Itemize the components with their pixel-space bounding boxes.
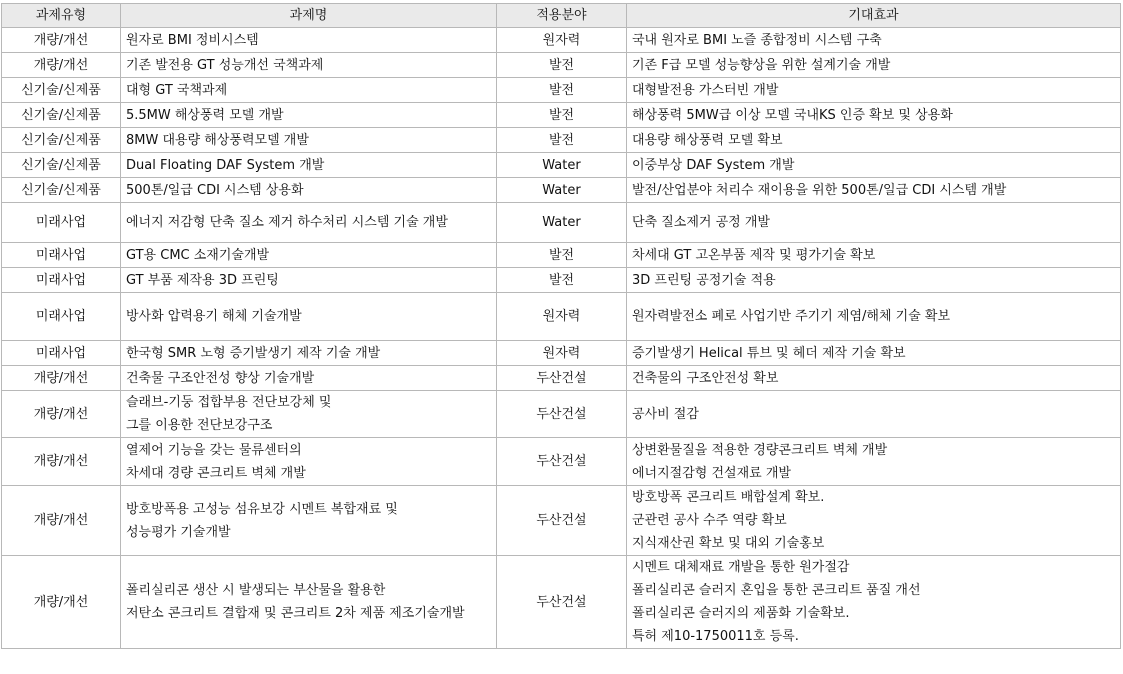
task-type-text: 개량/개선: [33, 594, 89, 610]
cell-field: [497, 153, 627, 178]
cell-effect: [627, 78, 1121, 103]
task-type-text: 개량/개선: [33, 513, 89, 528]
table-row: [2, 53, 1121, 78]
effect-line: 건축물의 구조안전성 확보: [632, 370, 779, 386]
field-text: 발전: [548, 82, 575, 98]
cell-task-name: [121, 486, 497, 556]
effect-line: 군관련 공사 수주 역량 확보: [632, 513, 787, 528]
task-name-line: GT용 CMC 소재기술개발: [126, 247, 270, 263]
task-type-text: 미래사업: [35, 247, 87, 263]
cell-task-type: [2, 243, 121, 268]
cell-task-type: [2, 293, 121, 341]
task-name-line: 에너지 저감형 단축 질소 제거 하수처리 시스템 기술 개발: [126, 215, 448, 230]
cell-task-name: [121, 293, 497, 341]
table-row: [2, 128, 1121, 153]
table-row: [2, 203, 1121, 243]
field-text: Water: [542, 157, 581, 173]
cell-task-type: [2, 178, 121, 203]
cell-task-name: [121, 366, 497, 391]
task-name-line: Dual Floating DAF System 개발: [126, 157, 325, 173]
effect-line: 국내 원자로 BMI 노즐 종합정비 시스템 구축: [632, 32, 882, 48]
cell-effect: [627, 366, 1121, 391]
cell-task-name: [121, 128, 497, 153]
cell-task-name: [121, 103, 497, 128]
cell-task-type: [2, 128, 121, 153]
table-row: [2, 556, 1121, 649]
table-row: [2, 178, 1121, 203]
cell-effect: [627, 53, 1121, 78]
cell-task-name: [121, 178, 497, 203]
cell-task-name: [121, 53, 497, 78]
cell-field: [497, 268, 627, 293]
cell-effect: [627, 153, 1121, 178]
cell-task-type: [2, 28, 121, 53]
effect-line: 해상풍력 5MW급 이상 모델 국내KS 인증 확보 및 상용화: [632, 107, 953, 123]
table-row: [2, 438, 1121, 486]
cell-task-type: [2, 268, 121, 293]
field-text: 원자력: [542, 32, 581, 48]
cell-task-name: [121, 391, 497, 438]
task-type-text: 미래사업: [35, 215, 87, 230]
cell-field: [497, 28, 627, 53]
cell-task-type: [2, 153, 121, 178]
effect-line: 지식재산권 확보 및 대외 기술홍보: [632, 536, 825, 551]
table-header-row: [2, 4, 1121, 28]
cell-task-type: [2, 203, 121, 243]
effect-line: 발전/산업분야 처리수 재이용을 위한 500톤/일급 CDI 시스템 개발: [632, 182, 1007, 198]
effect-line: 시멘트 대체재료 개발을 통한 원가절감: [632, 560, 850, 575]
effect-line: 대용량 해상풍력 모델 확보: [632, 132, 783, 148]
cell-effect: [627, 178, 1121, 203]
cell-effect: [627, 341, 1121, 366]
cell-field: [497, 128, 627, 153]
effect-line: 에너지절감형 건설재료 개발: [632, 465, 791, 481]
header-field: 적용분야: [497, 4, 627, 28]
table-row: [2, 366, 1121, 391]
cell-effect: [627, 556, 1121, 649]
field-text: 두산건설: [536, 513, 587, 528]
cell-effect: [627, 103, 1121, 128]
cell-task-name: [121, 438, 497, 486]
table-row: [2, 78, 1121, 103]
table-row: [2, 153, 1121, 178]
task-type-text: 신기술/신제품: [21, 132, 101, 148]
cell-task-type: [2, 486, 121, 556]
task-name-line: 방사화 압력용기 해체 기술개발: [126, 309, 302, 324]
field-text: 원자력: [542, 309, 581, 324]
cell-task-type: [2, 391, 121, 438]
cell-task-type: [2, 103, 121, 128]
cell-effect: [627, 293, 1121, 341]
cell-field: [497, 366, 627, 391]
cell-field: [497, 438, 627, 486]
task-name-line: 건축물 구조안전성 향상 기술개발: [126, 370, 315, 386]
field-text: 발전: [548, 107, 575, 123]
task-name-line: 저탄소 콘크리트 결합재 및 콘크리트 2차 제품 제조기술개발: [126, 606, 465, 621]
cell-task-name: [121, 556, 497, 649]
field-text: 두산건설: [536, 370, 587, 386]
task-name-line: 8MW 대용량 해상풍력모델 개발: [126, 132, 309, 148]
cell-field: [497, 178, 627, 203]
cell-field: [497, 293, 627, 341]
cell-field: [497, 203, 627, 243]
cell-task-name: [121, 268, 497, 293]
table-row: [2, 486, 1121, 556]
table-row: [2, 341, 1121, 366]
effect-line: 3D 프린팅 공정기술 적용: [632, 272, 776, 288]
cell-field: [497, 103, 627, 128]
header-task-type: 과제유형: [2, 4, 121, 28]
cell-task-name: [121, 78, 497, 103]
cell-effect: [627, 243, 1121, 268]
cell-task-type: [2, 341, 121, 366]
effect-line: 이중부상 DAF System 개발: [632, 157, 795, 173]
task-type-text: 신기술/신제품: [21, 182, 101, 198]
task-name-line: 5.5MW 해상풍력 모델 개발: [126, 107, 284, 123]
table-body: [2, 28, 1121, 649]
effect-line: 상변환물질을 적용한 경량콘크리트 벽체 개발: [632, 442, 888, 458]
task-name-line: GT 부품 제작용 3D 프린팅: [126, 272, 279, 288]
cell-task-name: [121, 243, 497, 268]
field-text: Water: [542, 215, 581, 230]
effect-line: 단축 질소제거 공정 개발: [632, 215, 770, 230]
rnd-task-table: [1, 3, 1121, 649]
cell-field: [497, 391, 627, 438]
task-type-text: 개량/개선: [33, 32, 89, 48]
header-task-name: 과제명: [121, 4, 497, 28]
cell-field: [497, 53, 627, 78]
cell-effect: [627, 486, 1121, 556]
field-text: 발전: [548, 272, 575, 288]
effect-line: 대형발전용 가스터빈 개발: [632, 82, 779, 98]
field-text: 발전: [548, 57, 575, 73]
task-name-line: 슬래브-기둥 접합부용 전단보강체 및: [126, 395, 332, 410]
task-name-line: 열제어 기능을 갖는 물류센터의: [126, 442, 302, 458]
effect-line: 특허 제10-1750011호 등록.: [632, 629, 799, 644]
cell-task-type: [2, 366, 121, 391]
cell-field: [497, 556, 627, 649]
task-name-line: 500톤/일급 CDI 시스템 상용화: [126, 182, 304, 198]
field-text: 발전: [548, 247, 575, 263]
field-text: 두산건설: [536, 594, 587, 610]
cell-task-name: [121, 28, 497, 53]
header-effect: 기대효과: [627, 4, 1121, 28]
cell-effect: [627, 28, 1121, 53]
cell-effect: [627, 268, 1121, 293]
field-text: 발전: [548, 132, 575, 148]
task-type-text: 미래사업: [35, 309, 87, 324]
cell-task-type: [2, 438, 121, 486]
cell-task-name: [121, 203, 497, 243]
cell-effect: [627, 203, 1121, 243]
table-row: [2, 28, 1121, 53]
effect-line: 공사비 절감: [632, 406, 699, 422]
effect-line: 차세대 GT 고온부품 제작 및 평가기술 확보: [632, 247, 876, 263]
cell-task-type: [2, 78, 121, 103]
field-text: 원자력: [542, 345, 581, 361]
cell-effect: [627, 391, 1121, 438]
effect-line: 원자력발전소 폐로 사업기반 주기기 제염/해체 기술 확보: [632, 309, 951, 324]
task-type-text: 미래사업: [35, 272, 87, 288]
task-name-line: 방호방폭용 고성능 섬유보강 시멘트 복합재료 및: [126, 501, 398, 517]
cell-field: [497, 341, 627, 366]
cell-task-type: [2, 556, 121, 649]
cell-task-type: [2, 53, 121, 78]
table-row: [2, 293, 1121, 341]
task-type-text: 신기술/신제품: [21, 157, 101, 173]
effect-line: 폴리실리콘 슬러지의 제품화 기술확보.: [632, 606, 850, 621]
task-type-text: 신기술/신제품: [21, 82, 101, 98]
task-type-text: 미래사업: [35, 345, 87, 361]
task-type-text: 개량/개선: [33, 370, 89, 386]
table-row: [2, 268, 1121, 293]
table-row: [2, 103, 1121, 128]
task-type-text: 개량/개선: [33, 57, 89, 73]
effect-line: 증기발생기 Helical 튜브 및 헤더 제작 기술 확보: [632, 345, 906, 361]
cell-field: [497, 78, 627, 103]
task-name-line: 차세대 경량 콘크리트 벽체 개발: [126, 465, 306, 481]
field-text: 두산건설: [536, 406, 587, 422]
effect-line: 방호방폭 콘크리트 배합설계 확보.: [632, 490, 825, 505]
task-name-line: 성능평가 기술개발: [126, 524, 231, 540]
task-name-line: 한국형 SMR 노형 증기발생기 제작 기술 개발: [126, 345, 381, 361]
cell-effect: [627, 128, 1121, 153]
table-row: [2, 243, 1121, 268]
task-name-line: 기존 발전용 GT 성능개선 국책과제: [126, 57, 324, 73]
cell-task-name: [121, 341, 497, 366]
cell-task-name: [121, 153, 497, 178]
effect-line: 폴리실리콘 슬러지 혼입을 통한 콘크리트 품질 개선: [632, 583, 921, 598]
table-row: [2, 391, 1121, 438]
task-name-line: 그를 이용한 전단보강구조: [126, 418, 273, 433]
field-text: Water: [542, 182, 581, 198]
task-type-text: 개량/개선: [33, 406, 89, 422]
task-type-text: 신기술/신제품: [21, 107, 101, 123]
cell-field: [497, 243, 627, 268]
field-text: 두산건설: [536, 454, 587, 469]
task-name-line: 폴리실리콘 생산 시 발생되는 부산물을 활용한: [126, 583, 386, 598]
cell-field: [497, 486, 627, 556]
effect-line: 기존 F급 모델 성능향상을 위한 설계기술 개발: [632, 57, 891, 73]
task-type-text: 개량/개선: [33, 454, 89, 469]
task-name-line: 원자로 BMI 정비시스템: [126, 32, 259, 48]
cell-effect: [627, 438, 1121, 486]
task-name-line: 대형 GT 국책과제: [126, 82, 228, 98]
